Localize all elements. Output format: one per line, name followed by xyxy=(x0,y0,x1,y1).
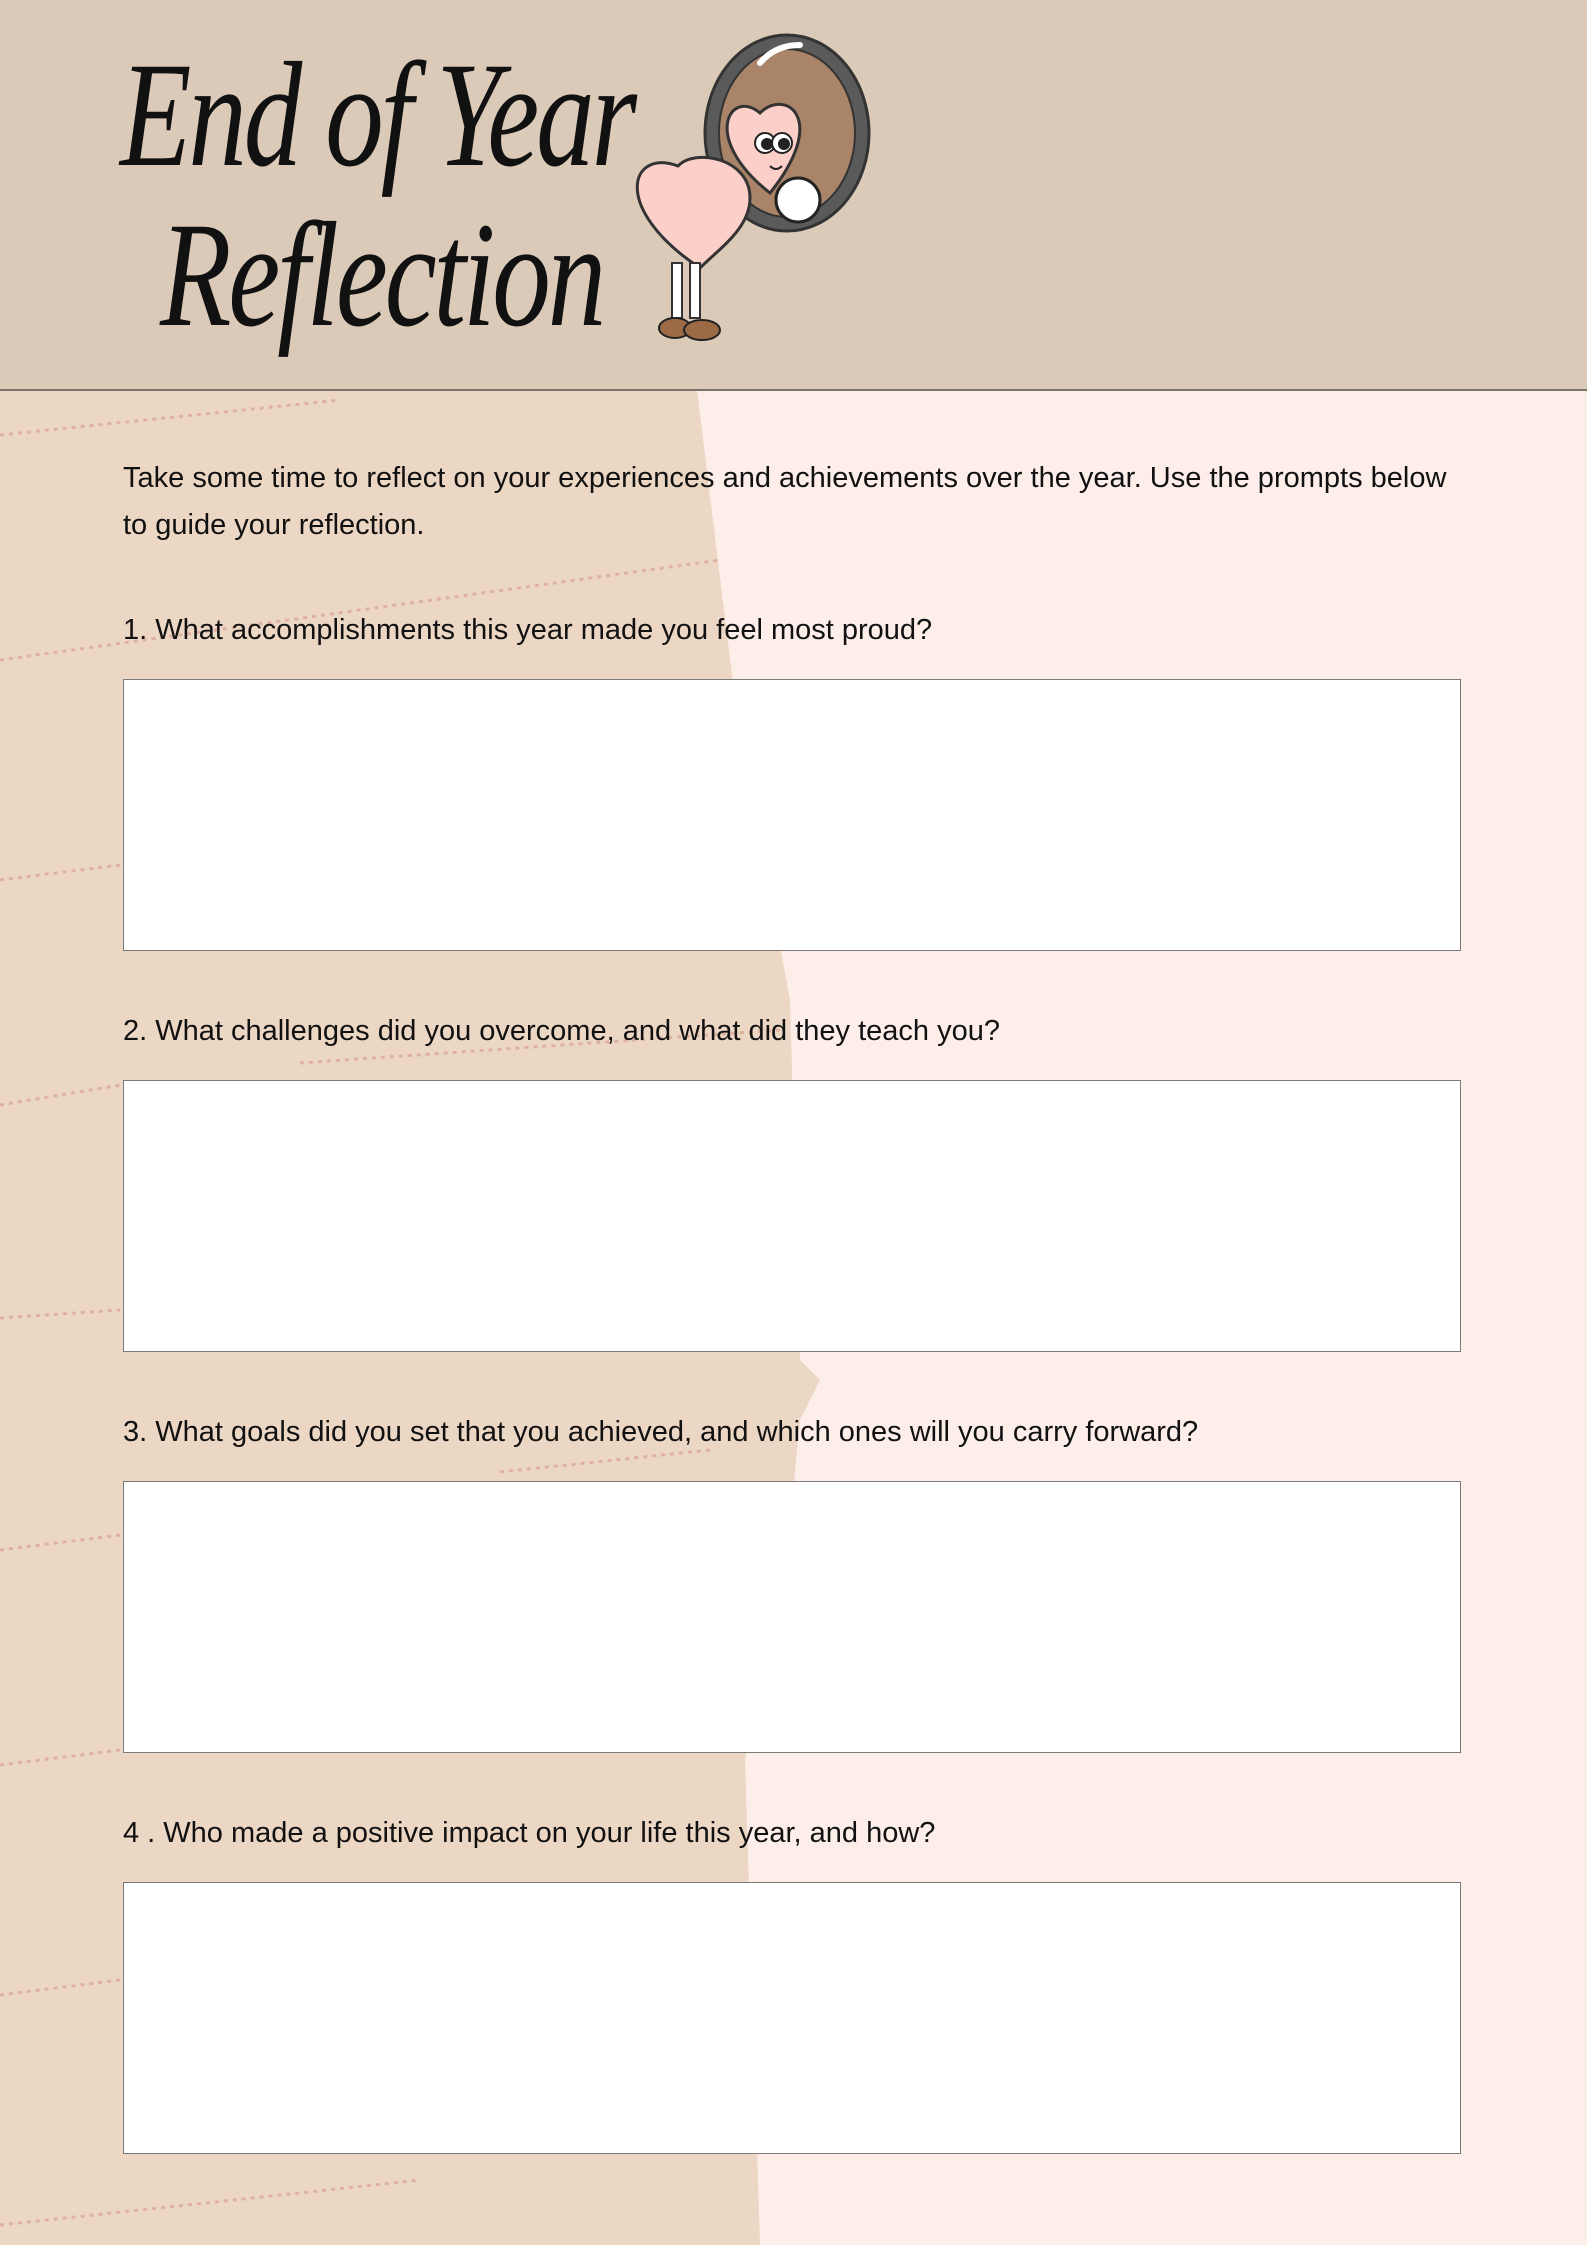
question-1-label: 1. What accomplishments this year made you feel most proud? xyxy=(123,614,933,646)
question-2-answer-box[interactable] xyxy=(123,1080,1461,1352)
question-3-label: 3. What goals did you set that you achieved, and which ones will you carry forward? xyxy=(123,1416,1199,1448)
question-3-answer-box[interactable] xyxy=(123,1481,1461,1753)
header-banner xyxy=(0,0,1587,391)
intro-text: Take some time to reflect on your experiences and achievements over the year. Use the prompts below to guide your reflection. xyxy=(123,462,1447,541)
question-4-label: 4 . Who made a positive impact on your life this year, and how? xyxy=(123,1817,936,1849)
title-line-2: Reflection xyxy=(160,192,604,358)
question-1-answer-box[interactable] xyxy=(123,679,1461,951)
title-line-1: End of Year xyxy=(120,32,634,198)
question-4-answer-box[interactable] xyxy=(123,1882,1461,2154)
heart-mascot-illustration xyxy=(620,18,880,348)
question-2-label: 2. What challenges did you overcome, and what did they teach you? xyxy=(123,1015,1000,1047)
